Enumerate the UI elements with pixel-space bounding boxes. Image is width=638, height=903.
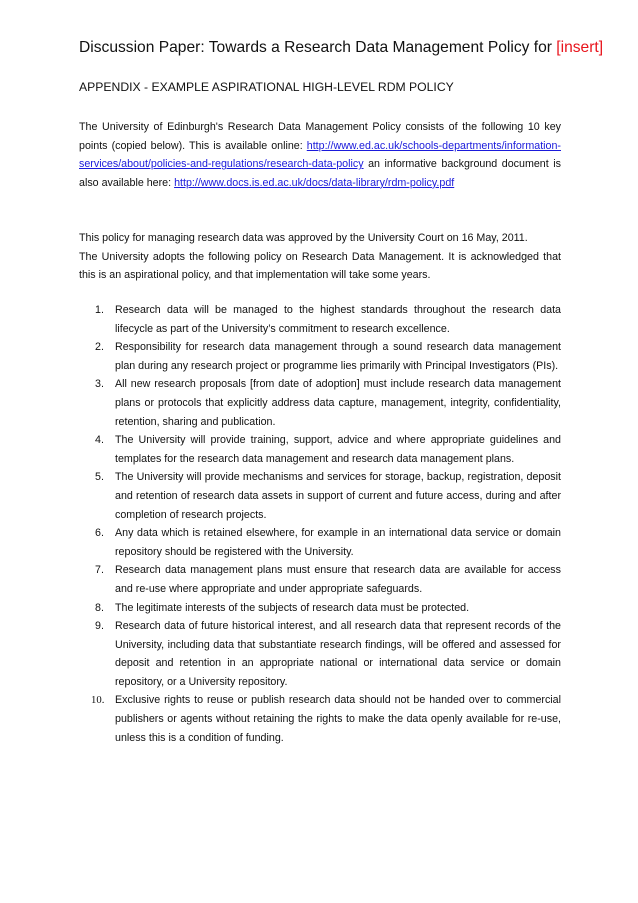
list-item: [79, 301, 561, 338]
list-item-number: 6.: [95, 527, 104, 540]
intro-text-2: an informative background document is also available here:: [79, 158, 561, 189]
list-item-text: Research data of future historical interest, and all research data that represent records of the University, including data that substantiate research findings, will be offered and assessed for deposit and retention in an appropriate national or international data service or domain repository, or a University repository.: [115, 620, 561, 688]
policy-link[interactable]: http://www.ed.ac.uk/schools-departments/information-services/about/policies-and-regulations/research-data-policy: [79, 139, 561, 171]
approval-line: This policy for managing research data was approved by the University Court on 16 May, 2011.: [79, 232, 528, 244]
title-insert-placeholder: [insert]: [556, 39, 604, 56]
list-item-number: 9.: [95, 620, 104, 633]
list-item-number: 4.: [95, 434, 104, 447]
list-item-text: Research data will be managed to the highest standards throughout the research data lifecycle as part of the University’s commitment to research excellence.: [115, 304, 561, 335]
list-item-text: Research data management plans must ensure that research data are available for access and re-use where appropriate and under appropriate safeguards.: [115, 564, 561, 595]
list-item-text: The University will provide mechanisms and services for storage, backup, registration, deposit and retention of research data assets in support of current and future access, during and after completion of research projects.: [115, 471, 561, 521]
intro-paragraph: [79, 118, 561, 192]
list-item-number: 3.: [95, 378, 104, 391]
policy-list: [79, 301, 561, 747]
intro-text-1: The University of Edinburgh's Research Data Management Policy consists of the following 10 key points (copied below). This is available online:: [79, 121, 561, 152]
list-item-text: Exclusive rights to reuse or publish research data should not be handed over to commercial publishers or agents without retaining the rights to make the data openly available for re-use, unless this is a condition of funding.: [115, 694, 561, 744]
list-item: [79, 338, 561, 375]
list-item-text: Any data which is retained elsewhere, for example in an international data service or domain repository should be registered with the University.: [115, 527, 561, 558]
list-item-text: The legitimate interests of the subjects of research data must be protected.: [115, 601, 470, 614]
list-item-text: Responsibility for research data management through a sound research data management plan during any research project or programme lies primarily with Principal Investigators (PIs).: [115, 341, 561, 372]
list-item-text: The University will provide training, support, advice and where appropriate guidelines and templates for the research data management and research data management plans.: [115, 434, 561, 465]
list-item: [79, 468, 561, 524]
adoption-section: [79, 229, 561, 285]
list-item: [79, 375, 561, 431]
list-item-number: 5.: [95, 471, 104, 484]
adoption-paragraph: The University adopts the following policy on Research Data Management. It is acknowledged that this is an aspirational policy, and that implementation will take some years.: [79, 250, 561, 282]
list-item-number: 10.: [91, 694, 105, 707]
list-item-number: 8.: [95, 601, 104, 614]
list-item: [79, 524, 561, 561]
list-item-number: 7.: [95, 564, 104, 577]
list-item: [79, 617, 561, 691]
title-main: Discussion Paper: Towards a Research Data Management Policy for: [79, 39, 557, 56]
list-item-text: All new research proposals [from date of adoption] must include research data management plans or protocols that explicitly address data capture, management, integrity, confidentiality, retention, sharing and publication.: [115, 378, 561, 428]
appendix-heading: APPENDIX - EXAMPLE ASPIRATIONAL HIGH-LEVEL RDM POLICY: [79, 80, 454, 94]
list-item-number: 2.: [95, 341, 104, 354]
page-title: [79, 38, 604, 58]
list-item: [79, 431, 561, 468]
list-item: [79, 691, 561, 747]
list-item: [79, 561, 561, 598]
list-item-number: 1.: [95, 304, 104, 316]
list-item: [79, 599, 561, 618]
background-document-link[interactable]: http://www.docs.is.ed.ac.uk/docs/data-library/rdm-policy.pdf: [174, 176, 455, 189]
